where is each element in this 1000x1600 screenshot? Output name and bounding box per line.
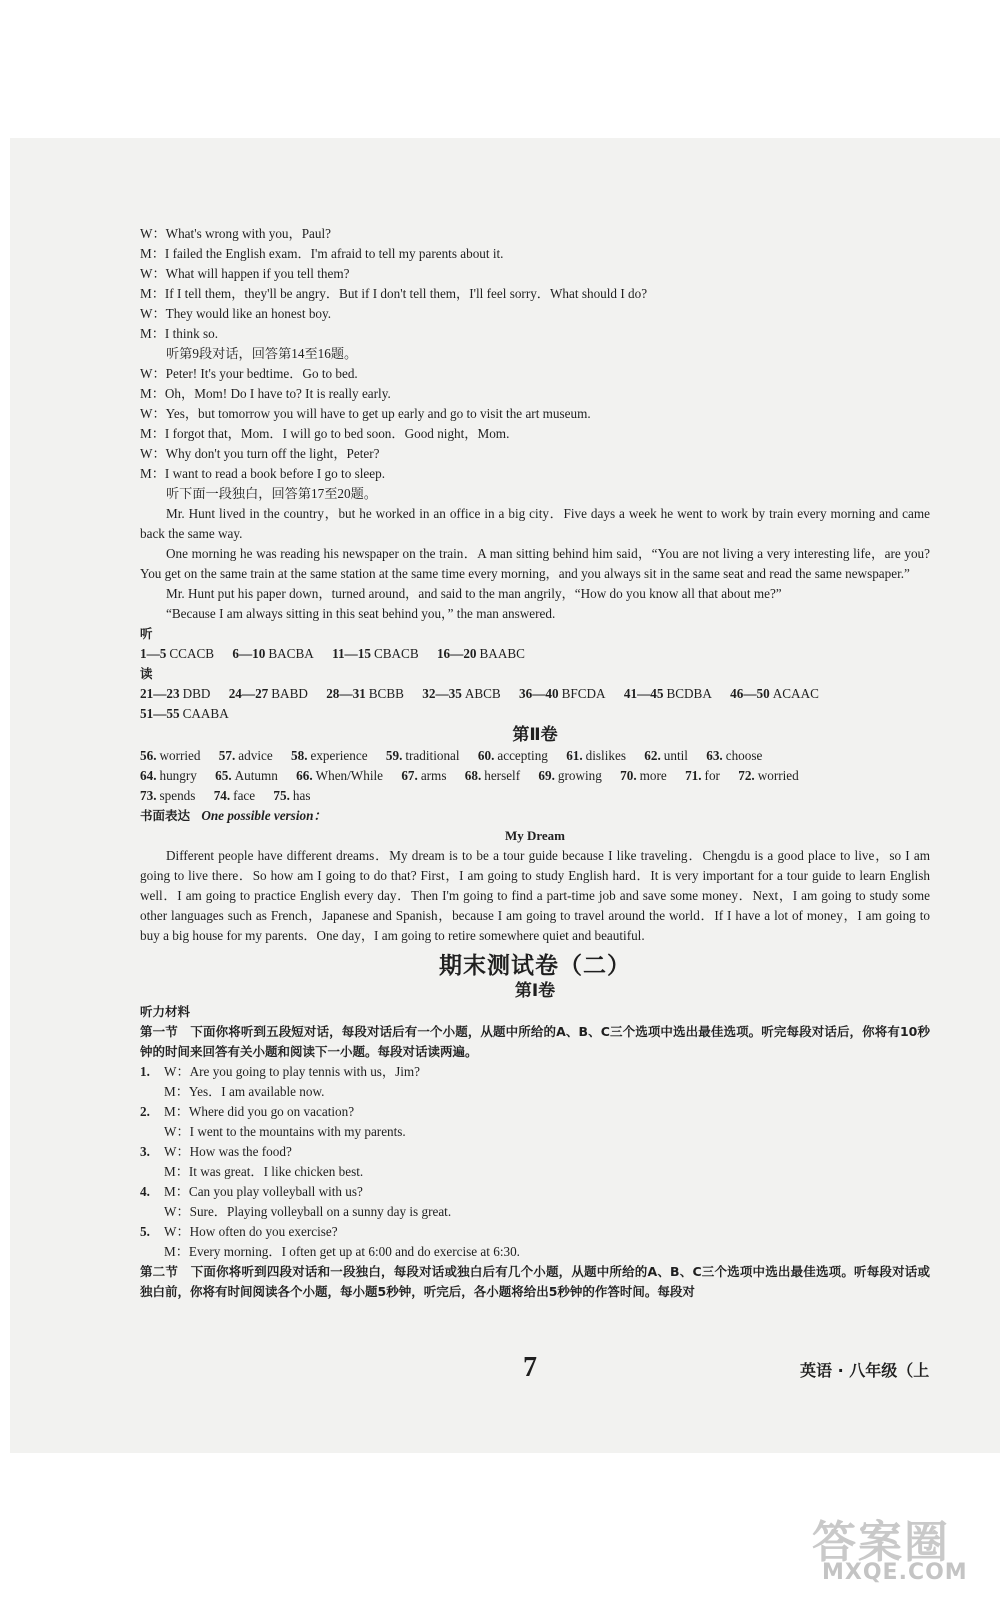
footer-subject: 英语 · 八年级（上 (800, 1361, 930, 1380)
short-dialogue-2-reply: W：I went to the mountains with my parents. (164, 1124, 406, 1139)
dialogue-line: M：I forgot that，Mom．I will go to bed soon．Good night，Mom. (140, 426, 510, 441)
dialogue-line: W：Peter! It's your bedtime．Go to bed. (140, 366, 358, 381)
writing-header (140, 806, 930, 826)
monologue-intro: 听下面一段独白，回答第17至20题。 (166, 486, 377, 501)
fill-item: 57. advice (218, 748, 273, 763)
dialogue-line: W：Yes，but tomorrow you will have to get up early and go to visit the art museum. (140, 406, 591, 421)
section-2-instructions: 第二节 下面你将听到四段对话和一段独白，每段对话或独白后有几个小题，从题中所给的A、B、C三个选项中选出最佳选项。听每段对话或独白前，你将有时间阅读各个小题，每小题5秒钟，听完后，各小题将给出5秒钟的作答时间。每段对 (140, 1264, 930, 1299)
dialogue-line: M：Oh，Mom! Do I have to? It is really early. (140, 386, 391, 401)
fill-item: 74. face (213, 788, 256, 803)
essay-body: Different people have different dreams．My dream is to be a tour guide because I like traveling．Chengdu is a good place to live，so I am going to live there．So how am I going to do that? First，I am going to study English hard．It is very important for a tour guide to learn English well．I am going to practice English every day．Then I'm going to find a part-time job and save some money．Next，I am going to study some other languages such as French，Japanese and Spanish，because I am going to travel around the world．If I have a lot of money，I am going to buy a big house for my parents．One day，I am going to retire somewhere quiet and beautiful. (140, 848, 930, 943)
volume-1-title: 第Ⅰ卷 (514, 981, 556, 1001)
exam-2-title: 期末测试卷（二） (439, 953, 631, 979)
answer-group: 16—20 BAABC (436, 646, 525, 661)
answer-group: 41—45 BCDBA (623, 686, 712, 701)
listening-label: 听 (140, 626, 153, 641)
volume-2-title: 第Ⅱ卷 (512, 725, 558, 745)
dialogue-9-intro: 听第9段对话，回答第14至16题。 (166, 346, 358, 361)
answer-key-content (140, 224, 930, 1302)
dialogue-line: W：They would like an honest boy. (140, 306, 332, 321)
listening-material-label: 听力材料 (140, 1004, 191, 1019)
short-dialogue-5-reply: M：Every morning．I often get up at 6:00 and do exercise at 6:30. (164, 1244, 520, 1259)
fill-item: 66. When/While (296, 768, 384, 783)
short-dialogue-1-reply: M：Yes．I am available now. (164, 1084, 325, 1099)
fill-item: 59. traditional (385, 748, 460, 763)
monologue-paragraph: Mr. Hunt put his paper down，turned around，and said to the man angrily，“How do you know all that about me?” (166, 586, 782, 601)
reading-answers-2 (140, 704, 930, 724)
answer-group: 46—50 ACAAC (730, 686, 819, 701)
dialogue-line: M：If I tell them，they'll be angry．But if I don't tell them，I'll feel sorry．What should I do? (140, 286, 648, 301)
watermark-cn: 答案圈 (812, 1517, 950, 1568)
fill-answers-1 (140, 746, 930, 766)
fill-item: 69. growing (538, 768, 602, 783)
answer-group: 6—10 BACBA (232, 646, 314, 661)
answer-group: 1—5 CCACB (140, 646, 215, 661)
reading-label: 读 (140, 666, 153, 681)
listening-answers (140, 644, 930, 664)
short-dialogue-3: 3. W：How was the food? (140, 1144, 292, 1159)
dialogue-line: M：I failed the English exam．I'm afraid to tell my parents about it. (140, 246, 504, 261)
fill-answers-2 (140, 766, 930, 786)
monologue-paragraph: One morning he was reading his newspaper on the train．A man sitting behind him said，“You are not living a very interesting life，are you? You get on the same train at the same station at the same time every morning，and you always sit in the same seat and read the same newspaper.” (140, 546, 930, 581)
monologue-paragraph: “Because I am always sitting in this seat behind you，” the man answered. (166, 606, 556, 621)
essay-title: My Dream (504, 828, 566, 843)
answer-group: 51—55 CAABA (140, 706, 229, 721)
fill-item: 71. for (685, 768, 720, 783)
answer-group: 28—31 BCBB (326, 686, 404, 701)
answer-group: 21—23 DBD (140, 686, 211, 701)
monologue-paragraph: Mr. Hunt lived in the country，but he worked in an office in a big city．Five days a week he went to work by train every morning and came back the same way. (140, 506, 930, 541)
short-dialogue-2: 2. M：Where did you go on vacation? (140, 1104, 355, 1119)
monologue (140, 504, 930, 624)
answer-group: 24—27 BABD (228, 686, 308, 701)
fill-item: 56. worried (140, 748, 201, 763)
short-dialogue-4-reply: W：Sure．Playing volleyball on a sunny day is great. (164, 1204, 452, 1219)
fill-item: 67. arms (401, 768, 447, 783)
fill-item: 63. choose (706, 748, 763, 763)
writing-label: 书面表达 (140, 808, 191, 823)
dialogue-9 (140, 364, 930, 484)
fill-item: 60. accepting (477, 748, 548, 763)
fill-item: 64. hungry (140, 768, 197, 783)
watermark-en: MXQE.COM (822, 1560, 968, 1585)
fill-answers-3 (140, 786, 930, 806)
answer-group: 32—35 ABCB (422, 686, 501, 701)
short-dialogue-5: 5. W：How often do you exercise? (140, 1224, 338, 1239)
fill-item: 75. has (273, 788, 311, 803)
fill-item: 65. Autumn (215, 768, 278, 783)
dialogue-8 (140, 224, 930, 344)
fill-item: 68. herself (464, 768, 521, 783)
short-dialogue-3-reply: M：It was great．I like chicken best. (164, 1164, 364, 1179)
dialogue-line: W：What will happen if you tell them? (140, 266, 350, 281)
short-dialogue-1: 1. W：Are you going to play tennis with us，Jim? (140, 1064, 421, 1079)
reading-answers (140, 684, 930, 704)
short-dialogue-4: 4. M：Can you play volleyball with us? (140, 1184, 363, 1199)
fill-item: 72. worried (738, 768, 799, 783)
writing-version: One possible version： (201, 808, 327, 823)
dialogue-line: M：I want to read a book before I go to sleep. (140, 466, 385, 481)
dialogue-line: W：What's wrong with you，Paul? (140, 226, 331, 241)
fill-item: 73. spends (140, 788, 196, 803)
short-dialogues (140, 1062, 930, 1262)
answer-group: 36—40 BFCDA (519, 686, 606, 701)
answer-group: 11—15 CBACB (332, 646, 419, 661)
dialogue-line: W：Why don't you turn off the light，Peter? (140, 446, 380, 461)
page-number: 7 (523, 1352, 537, 1383)
fill-item: 62. until (644, 748, 688, 763)
watermark-logo (812, 1506, 982, 1592)
section-1-instructions: 第一节 下面你将听到五段短对话，每段对话后有一个小题，从题中所给的A、B、C三个选项中选出最佳选项。听完每段对话后，你将有10秒钟的时间来回答有关小题和阅读下一小题。每段对话读两遍。 (140, 1024, 930, 1059)
fill-item: 58. experience (291, 748, 368, 763)
dialogue-line: M：I think so. (140, 326, 219, 341)
fill-item: 61. dislikes (566, 748, 626, 763)
fill-item: 70. more (620, 768, 667, 783)
